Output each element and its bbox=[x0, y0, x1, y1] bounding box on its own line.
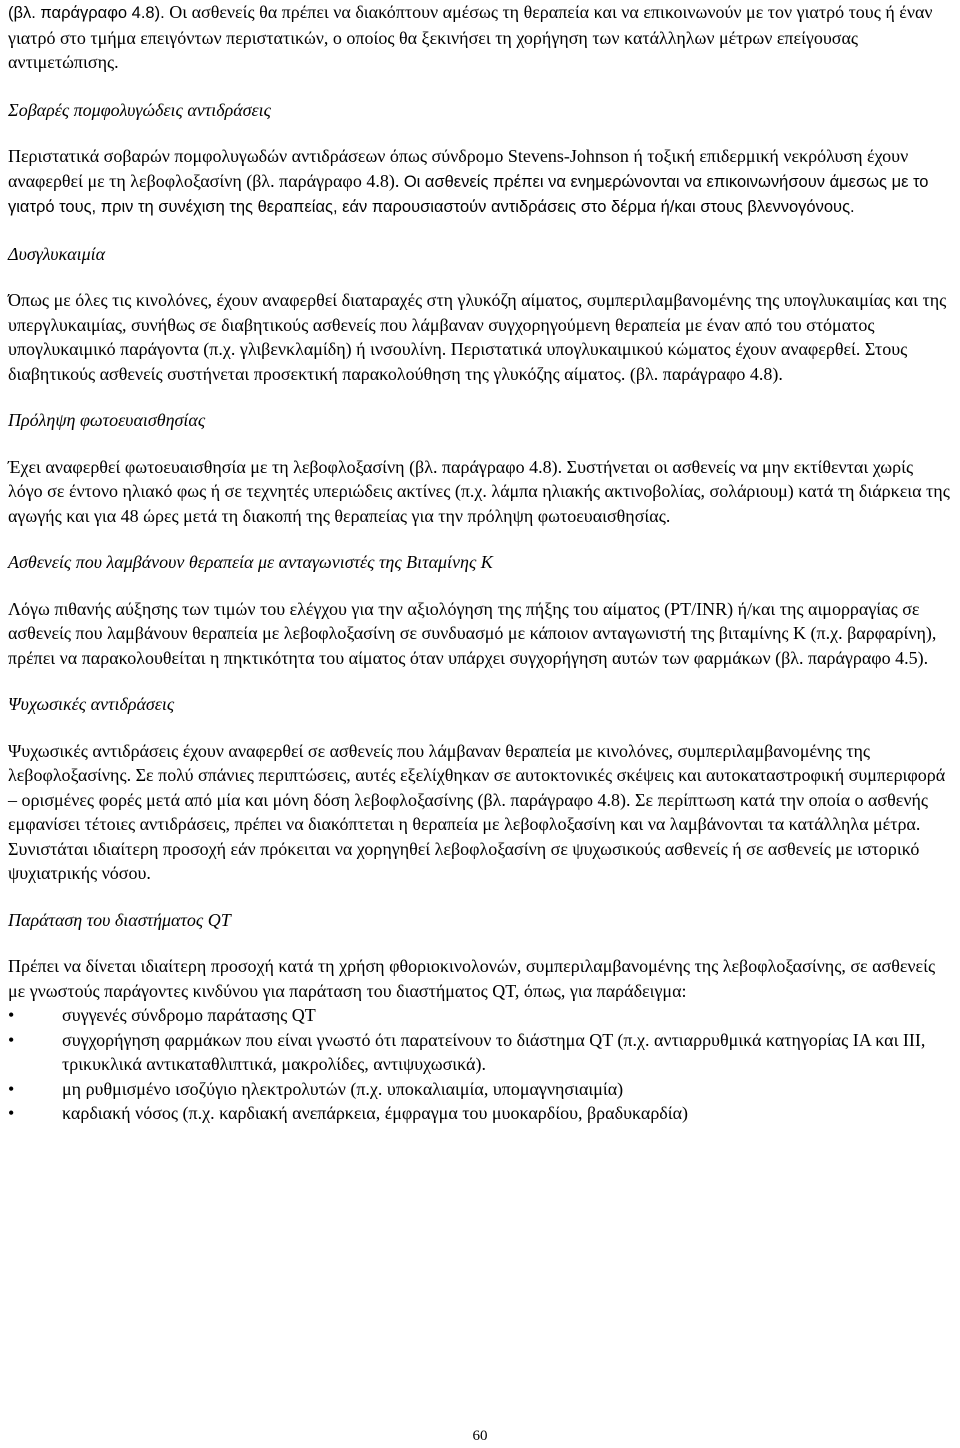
section-heading-psychotic: Ψυχωσικές αντιδράσεις bbox=[8, 694, 175, 714]
section-body-bullous bbox=[8, 144, 952, 220]
section-heading-dysglycemia: Δυσγλυκαιμία bbox=[8, 243, 106, 264]
section-heading-qt: Παράταση του διαστήματος QT bbox=[8, 909, 231, 930]
bullet-icon: • bbox=[8, 1005, 15, 1025]
list-item-text: καρδιακή νόσος (π.χ. καρδιακή ανεπάρκεια, έμφραγμα του μυοκαρδίου, βραδυκαρδία) bbox=[62, 1103, 689, 1123]
intro-text: Οι ασθενείς θα πρέπει να διακόπτουν αμέσως τη θεραπεία και να επικοινωνούν με τον γιατρό τους ή έναν γιατρό στο τμήμα επειγόντων περιστατικών, ο οποίος θα ξεκινήσει τη χορήγηση των κατάλληλων μέτρων επείγουσας αντιμετώπισης. bbox=[8, 2, 933, 72]
intro-paragraph bbox=[8, 0, 952, 75]
section-body-vitamin-k: Λόγω πιθανής αύξησης των τιμών του ελέγχου για την αξιολόγηση της πήξης του αίματος (PT/INR) ή/και της αιμορραγίας σε ασθενείς που λαμβάνουν θεραπεία με λεβοφλοξασίνη σε συνδυασμό με κάποιον ανταγωνιστή της βιταμίνης Κ (π.χ. βαρφαρίνη), πρέπει να παρακολουθείται η πηκτικότητα του αίματος όταν υπάρχει συγχορήγηση αυτών των φαρμάκων (βλ. παράγραφο 4.5). bbox=[8, 598, 937, 668]
bullous-text-serif: Περιστατικά σοβαρών πομφολυγωδών αντιδράσεων όπως σύνδρομο Stevens-Johnson ή τοξική επιδερμική νεκρόλυση έχουν αναφερθεί με τη λεβοφλοξασίνη (βλ. παράγραφο 4.8). bbox=[8, 146, 909, 191]
bullet-icon: • bbox=[8, 1029, 15, 1050]
list-item bbox=[8, 1028, 952, 1077]
list-item-text: μη ρυθμισμένο ισοζύγιο ηλεκτρολυτών (π.χ. υποκαλιαιμία, υπομαγνησιαιμία) bbox=[62, 1078, 624, 1099]
list-item bbox=[8, 1101, 952, 1126]
section-body-dysglycemia: Όπως με όλες τις κινολόνες, έχουν αναφερθεί διαταραχές στη γλυκόζη αίματος, συμπεριλαμβανομένης της υπογλυκαιμίας και της υπεργλυκαιμίας, συνήθως σε διαβητικούς ασθενείς που λάμβαναν συγχορηγούμενη θεραπεία με έναν από του στόματος υπογλυκαιμικό παράγοντα (π.χ. γλιβενκλαμίδη) ή ινσουλίνη. Περιστατικά υπογλυκαιμικού κώματος έχουν αναφερθεί. Στους διαβητικούς ασθενείς συστήνεται προσεκτική παρακολούθηση της γλυκόζης αίματος. (βλ. παράγραφο 4.8). bbox=[8, 290, 947, 384]
bullet-icon: • bbox=[8, 1103, 15, 1123]
list-item-text: συγγενές σύνδρομο παράτασης QT bbox=[62, 1005, 316, 1025]
document-page bbox=[8, 0, 952, 1126]
section-heading-vitamin-k: Ασθενείς που λαμβάνουν θεραπεία με ανταγωνιστές της Βιταμίνης Κ bbox=[8, 552, 493, 572]
section-body-qt: Πρέπει να δίνεται ιδιαίτερη προσοχή κατά τη χρήση φθοριοκινολονών, συμπεριλαμβανομένης της λεβοφλοξασίνης, σε ασθενείς με γνωστούς παράγοντες κινδύνου για παράταση του διαστήματος QT, όπως, για παράδειγμα: bbox=[8, 956, 936, 1001]
list-item-text: συγχορήγηση φαρμάκων που είναι γνωστό ότι παρατείνουν το διάστημα QT (π.χ. αντιαρρυθμικά κατηγορίας IA και III, τρικυκλικά αντικαταθλιπτικά, μακρολίδες, αντιψυχωσικά). bbox=[62, 1029, 926, 1074]
intro-reference: (βλ. παράγραφο 4.8). bbox=[8, 4, 170, 22]
section-body-psychotic: Ψυχωσικές αντιδράσεις έχουν αναφερθεί σε ασθενείς που λάμβαναν θεραπεία με κινολόνες, συμπεριλαμβανομένης της λεβοφλοξασίνης. Σε πολύ σπάνιες περιπτώσεις, αυτές εξελίχθηκαν σε αυτοκτονικές σκέψεις και αυτοκαταστροφική συμπεριφορά – ορισμένες φορές μετά από μία και μόνη δόση λεβοφλοξασίνης (βλ. παράγραφο 4.8). Σε περίπτωση κατά την οποία ο ασθενής εμφανίσει τέτοιες αντιδράσεις, πρέπει να διακόπτεται η θεραπεία με λεβοφλοξασίνη και να λαμβάνονται τα κατάλληλα μέτρα. Συνιστάται ιδιαίτερη προσοχή εάν πρόκειται να χορηγηθεί λεβοφλοξασίνη σε ψυχωσικούς ασθενείς ή σε ασθενείς με ιστορικό ψυχιατρικής νόσου. bbox=[8, 740, 946, 883]
qt-risk-list bbox=[8, 1003, 952, 1126]
page-number: 60 bbox=[472, 1428, 488, 1444]
section-body-photosensitivity: Έχει αναφερθεί φωτοευαισθησία με τη λεβοφλοξασίνη (βλ. παράγραφο 4.8). Συστήνεται οι ασθενείς να μην εκτίθενται χωρίς λόγο σε έντονο ηλιακό φως ή σε τεχνητές υπεριώδεις ακτίνες (π.χ. λάμπα ηλιακής ακτινοβολίας, σολάριουμ) κατά τη διάρκεια της αγωγής και για 48 ώρες μετά τη διακοπή της θεραπείας για την πρόληψη φωτοευαισθησίας. bbox=[8, 456, 950, 526]
section-heading-photosensitivity: Πρόληψη φωτοευαισθησίας bbox=[8, 410, 206, 430]
section-heading-bullous: Σοβαρές πομφολυγώδεις αντιδράσεις bbox=[8, 99, 271, 120]
bullous-text-sans: Οι ασθενείς πρέπει να ενημερώνονται να επικοινωνήσουν άμεσως με το γιατρό τους, πριν τη συνέχιση της θεραπείας, εάν παρουσιαστούν αντιδράσεις στο δέρμα ή/και στους βλεννογόνους. bbox=[8, 172, 929, 216]
list-item bbox=[8, 1003, 952, 1028]
bullet-icon: • bbox=[8, 1078, 15, 1099]
list-item bbox=[8, 1077, 952, 1102]
